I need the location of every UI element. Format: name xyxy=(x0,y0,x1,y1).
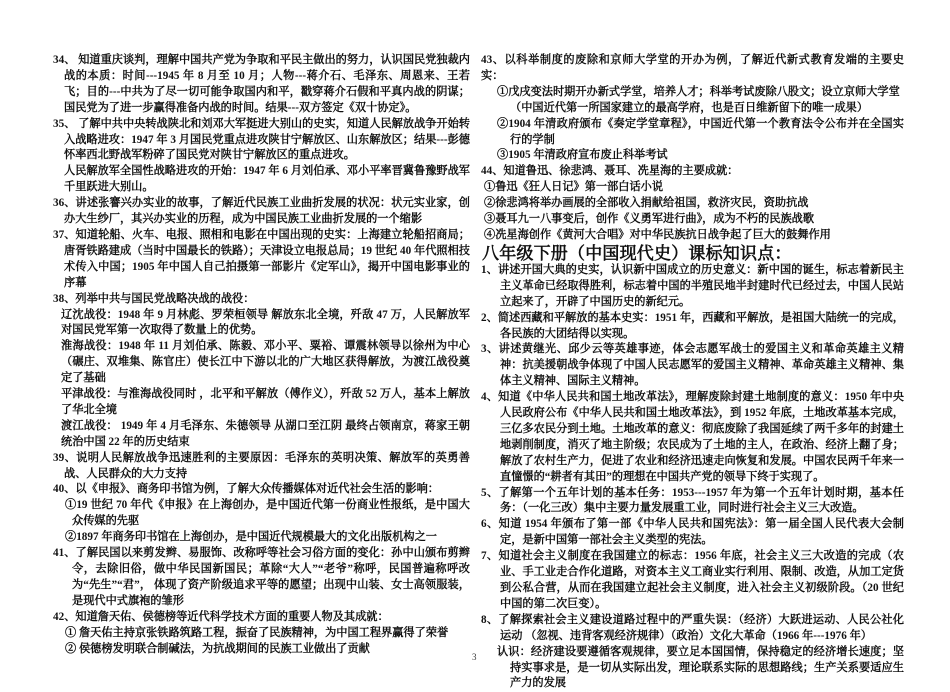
point-38-huaihai: 淮海战役：1948 年 11 月刘伯承、陈毅、邓小平、粟裕、谭震林领导以徐州为中心（碾庄、双堆集、陈官庄）使长江中下游以北的广大地区获得解放，为渡江战役奠定了基础 xyxy=(61,340,470,385)
modern-point-7: 7、知道社会主义制度在我国建立的标志：1956 年底，社会主义三大改造的完成（农业、手工业走合作化道路，对资本主义工商业实行利用、限制、改造，从加工定货到公私合营，从而在我国建立起社会主义制度，进入社会主义初级阶段。（20 世纪中国的第二次巨变）。 xyxy=(481,550,904,610)
point-40-shenbao: ①19 世纪 70 年代《申报》在上海创办，是中国近代第一份商业性报纸，是中国大众传媒的先驱 xyxy=(65,499,470,528)
modern-point-6: 6、知道 1954 年颁布了第一部《中华人民共和国宪法》：第一届全国人民代表大会制定，是新中国第一部社会主义类型的宪法。 xyxy=(481,518,904,547)
modern-point-1: 1、讲述开国大典的史实，认识新中国成立的历史意义：新中国的诞生，标志着新民主主义革命已经取得胜利，标志着中国的半殖民地半封建时代已经过去，中国人民站立起来了，开辟了中国历史的新纪元。 xyxy=(481,263,904,308)
point-43: 43、以科举制度的废除和京师大学堂的开办为例，了解近代新式教育发端的主要史实： xyxy=(481,54,904,82)
point-34: 34、 知道重庆谈判，理解中国共产党为争取和平民主做出的努力，认识国民党独裁内战的本质：时间---1945 年 8 月至 10 月；人物---蒋介石、毛泽东、周恩来、王若飞；目的---中共为了尽一切可能争取国内和平，戳穿蒋介石假和平真内战的阴谋；国民党为了进一步赢得准备内战的时间。结果---双方签定《双十协定》。 xyxy=(53,54,470,114)
point-38: 38、列举中共与国民党战略决战的战役： xyxy=(53,292,255,305)
point-43-item-3: ③1905 年清政府宣布废止科举考试 xyxy=(497,149,668,162)
point-41: 41、了解民国以来剪发辫、易服饰、改称呼等社会习俗方面的变化：孙中山颁布剪辫令，去除旧俗，做中华民国新国民；革除“大人”“老爷”称呼，民国普遍称呼改为“先生”“君”， 体现了资产阶级追求平等的愿望；出现中山装、女士高领服装，是现代中式旗袍的雏形 xyxy=(53,547,470,607)
point-37: 37、知道轮船、火车、电报、照相和电影在中国出现的史实：上海建立轮船招商局；唐胥铁路建成（当时中国最长的铁路）；天津设立电报总局；19 世纪 40 年代照相技术传入中国；1905 年中国人自己拍摄第一部影片《定军山》，揭开中国电影事业的序幕 xyxy=(53,228,470,289)
modern-point-3: 3、讲述黄继光、邱少云等英雄事迹，体会志愿军战士的爱国主义和革命英雄主义精神：抗美援朝战争体现了中国人民志愿军的爱国主义精神、革命英雄主义精神、集体主义精神、国际主义精神。 xyxy=(481,343,904,388)
point-36: 36、讲述张謇兴办实业的故事，了解近代民族工业曲折发展的状况：状元实业家，创办大生纱厂，其兴办实业的历程，成为中国民族工业曲折发展的一个缩影 xyxy=(53,197,470,226)
point-43-item-2: ②1904 年清政府颁布《奏定学堂章程》，中国近代第一个教育法令公布并在全国实行的学制 xyxy=(497,117,904,146)
point-38-liaoshen: 辽沈战役：1948 年 9 月林彪、罗荣桓领导 解放东北全境，歼敌 47 万，人民解放军对国民党军第一次取得了数量上的优势。 xyxy=(61,308,470,337)
point-44-xian-xinghai: ④冼星海创作《黄河大合唱》对中华民族抗日战争起了巨大的鼓舞作用 xyxy=(484,228,831,241)
modern-point-2: 2、简述西藏和平解放的基本史实：1951 年，西藏和平解放，是祖国大陆统一的完成，各民族的大团结得以实现。 xyxy=(481,311,904,340)
point-39: 39、说明人民解放战争迅速胜利的主要原因：毛泽东的英明决策、解放军的英勇善战、人民群众的大力支持 xyxy=(53,451,470,480)
point-44-nie-er: ③聂耳九一八事变后，创作《义勇军进行曲》，成为不朽的民族战歌 xyxy=(484,213,815,226)
page-number: 3 xyxy=(472,652,477,662)
modern-point-8-lesson: 认识：经济建设要遵循客观规律，要立足本国国情，保持稳定的经济增长速度；坚持实事求是，是一切从实际出发，理论联系实际的思想路线；生产关系要适应生产力的发展 xyxy=(497,645,904,690)
point-42-zhan-tianyou: ① 詹天佑主持京张铁路筑路工程，振奋了民族精神，为中国工程界赢得了荣誉 xyxy=(65,626,449,639)
point-35-detail: 人民解放军全国性战略进攻的开始：1947 年 6 月刘伯承、邓小平率晋冀鲁豫野战军千里跃进大别山。 xyxy=(64,165,470,194)
point-42: 42、知道詹天佑、侯德榜等近代科学技术方面的重要人物及其成就： xyxy=(53,610,389,623)
point-38-pingjin: 平津战役：与淮海战役同时 ，北平和平解放（傅作义），歼敌 52 万人，基本上解放了华北全境 xyxy=(61,388,470,416)
point-43-note: （中国近代第一所国家建立的最高学府，也是百日维新留下的唯一成果） xyxy=(510,101,869,114)
point-40-commercial-press: ②1897 年商务印书馆在上海创办，是中国近代规模最大的文化出版机构之一 xyxy=(65,531,437,544)
point-35: 35、 了解中共中央转战陕北和刘邓大军挺进大别山的史实，知道人民解放战争开始转入战略进攻：1947 年 3 月国民党重点进攻陕甘宁解放区、山东解放区；结果---彭德怀率西北野战军粉碎了国民党对陕甘宁解放区的重点进攻。 xyxy=(53,117,470,162)
point-44-xu-beihong: ②徐悲鸿将举办画展的全部收入捐献给祖国，救济灾民，资助抗战 xyxy=(484,197,809,210)
right-column xyxy=(481,53,904,692)
modern-point-4: 4、知道《中华人民共和国土地改革法》，理解废除封建土地制度的意义：1950 年中央人民政府公布《中华人民共和国土地改革法》，到 1952 年底，土地改革基本完成，三亿多农民分到土地。土地改革的意义：彻底废除了我国延续了两千多年的封建土地剥削制度，消灭了地主阶级；农民成为了土地的主人，在政治、经济上翻了身；解放了农村生产力，促进了农业和经济迅速走向恢复和发展。中国农民两千年来一直憧憬的“耕者有其田”的理想在中国共产党的领导下终于实现了。 xyxy=(481,391,904,483)
section-heading: 八年级下册（中国现代史）课标知识点： xyxy=(482,243,792,263)
point-38-dujiang: 渡江战役： 1949 年 4 月毛泽东、朱德领导 从湖口至江阴 最终占领南京，蒋家王朝统治中国 22 年的历史结束 xyxy=(61,419,470,448)
point-44-lu-xun: ①鲁迅《狂人日记》第一部白话小说 xyxy=(484,181,664,194)
point-43-item-1: ①戊戌变法时期开办新式学堂，培养人才；科举考试废除八股文；设立京师大学堂 xyxy=(497,85,900,98)
point-44: 44、知道鲁迅、徐悲鸿、聂耳、冼星海的主要成就： xyxy=(481,165,739,178)
left-column xyxy=(53,53,470,657)
modern-point-5: 5、了解第一个五年计划的基本任务：1953---1957 年为第一个五年计划时期，基本任务：（一化三改）集中主要力量发展重工业，同时进行社会主义三大改造。 xyxy=(481,486,904,515)
point-40: 40、以《申报》、商务印书馆为例，了解大众传播媒体对近代社会生活的影响： xyxy=(53,483,439,496)
point-42-hou-debang: ② 侯德榜发明联合制碱法，为抗战期间的民族工业做出了贡献 xyxy=(65,642,370,655)
modern-point-8: 8、了解探索社会主义建设道路过程中的严重失误：（经济）大跃进运动、人民公社化运动 （忽视、违背客观经济规律）（政治）文化大革命（1966 年---1976 年） xyxy=(481,613,904,642)
